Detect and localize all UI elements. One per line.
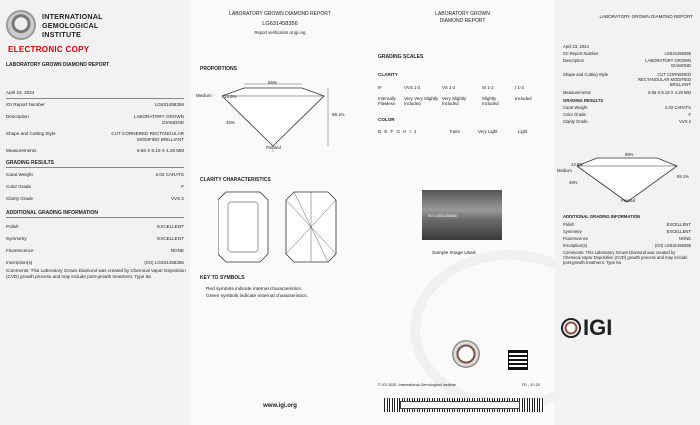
rc-header-line1: LABORATORY GROWN xyxy=(435,11,490,17)
left-report-panel xyxy=(0,0,190,425)
website-url[interactable]: www.igi.org xyxy=(263,403,297,409)
clarity-grade: IF xyxy=(378,85,382,90)
rp-crown-percent: 13.5% xyxy=(571,162,583,167)
center-report-panel xyxy=(190,0,370,425)
key-red-text: Red symbols indicate internal characteristics. xyxy=(206,287,302,292)
rp-additional-key: Fluorescence xyxy=(563,236,589,241)
rp-grading-value: F xyxy=(688,112,691,117)
additional-info-title: ADDITIONAL GRADING INFORMATION xyxy=(6,210,99,216)
rp-table-percent: 65% xyxy=(625,152,634,157)
sample-inscription-image xyxy=(422,190,502,240)
rc-header-line2: DIAMOND REPORT xyxy=(439,18,486,24)
field-value: 8.56 X 6.19 X 4.28 MM xyxy=(137,148,184,153)
field-key: Description xyxy=(6,114,29,119)
rp-additional-value: EXCELLENT xyxy=(666,222,691,227)
divider xyxy=(6,217,184,218)
clarity-grade: SI 1-2 xyxy=(482,85,494,90)
rp-grading-value: VVS 2 xyxy=(679,119,691,124)
field-value: LABORATORY GROWN xyxy=(133,114,184,119)
field-value: DIAMOND xyxy=(162,120,184,125)
rp-grading-key: Color Grade xyxy=(563,112,586,117)
sample-inscription-text: IGI LG631458356 xyxy=(428,214,457,218)
report-title: LABORATORY GROWN DIAMOND REPORT xyxy=(6,62,110,68)
igi-logo-text: IGI xyxy=(583,315,613,340)
rp-grading-value: 2.02 CARATS xyxy=(665,105,691,110)
culet-label: Pointed xyxy=(266,145,281,150)
field-key: Polish xyxy=(6,224,19,229)
qr-code-icon[interactable] xyxy=(508,350,528,370)
clarity-desc: Very Slightly Included xyxy=(442,96,467,106)
rp-girdle-medium: Medium xyxy=(557,168,572,173)
crown-percent: 13.5% xyxy=(224,94,237,99)
rp-additional-key: Polish xyxy=(563,222,575,227)
color-faint: Faint xyxy=(450,129,460,134)
grading-scales-panel xyxy=(370,0,555,425)
color-very-light: Very Light xyxy=(478,129,498,134)
grading-scales-title: GRADING SCALES xyxy=(378,54,424,60)
institute-name xyxy=(42,12,103,39)
rp-additional-key: Symmetry xyxy=(563,229,582,234)
rp-field-key: IGI Report Number xyxy=(563,51,599,56)
clarity-desc: Internally Flawless xyxy=(378,96,396,106)
divider xyxy=(6,167,184,168)
key-green-text: Green symbols indicate external characteristics. xyxy=(206,294,308,299)
field-value: EXCELLENT xyxy=(157,236,184,241)
rp-depth-percent: 69.1% xyxy=(677,174,689,179)
girdle-medium: Medium xyxy=(196,93,212,98)
rp-additional-value: (IGI) LG631458356 xyxy=(654,243,691,248)
rp-pavilion-percent: 45% xyxy=(569,180,578,185)
field-value: 2.02 CARATS xyxy=(155,172,184,177)
field-value: VVS 2 xyxy=(170,196,184,201)
field-key: Symmetry xyxy=(6,236,27,241)
color-scale-title: COLOR xyxy=(378,117,395,122)
form-code: FD - 10.20 xyxy=(522,383,540,387)
verification-text: Report verification at igi.org xyxy=(254,30,306,35)
rp-grading-key: Clarity Grade xyxy=(563,119,588,124)
rp-culet-label: Pointed xyxy=(621,198,636,203)
rp-field-value: 8.56 X 6.19 X 4.28 MM xyxy=(648,90,691,95)
rp-comments: Comments: This Laboratory Grown Diamond was created by Chemical Vapor Deposition (CVD) growth process and may include post-growth treatment. Type IIa xyxy=(563,250,688,266)
institute-line: INTERNATIONAL xyxy=(42,12,103,21)
institute-line: INSTITUTE xyxy=(42,30,81,39)
rp-field-key: Measurements xyxy=(563,90,591,95)
clarity-scale-title: CLARITY xyxy=(378,72,398,77)
field-key: Color Grade xyxy=(6,184,32,189)
clarity-grade: VVS 1-2 xyxy=(404,85,421,90)
igi-seal-icon xyxy=(452,340,480,368)
clarity-characteristics-title: CLARITY CHARACTERISTICS xyxy=(200,177,271,183)
field-key: Shape and Cutting Style xyxy=(6,131,56,136)
rp-header: LABORATORY GROWN DIAMOND REPORT xyxy=(599,14,693,19)
field-key: Carat Weight xyxy=(6,172,33,177)
date-text: April 23, 2024 xyxy=(6,90,35,95)
field-value: EXCELLENT xyxy=(157,224,184,229)
grading-results-title: GRADING RESULTS xyxy=(6,160,54,166)
clarity-desc: Included xyxy=(515,96,532,101)
field-key: Measurements xyxy=(6,148,37,153)
right-report-panel xyxy=(555,0,700,425)
rp-additional-title: ADDITIONAL GRADING INFORMATION xyxy=(563,214,641,219)
igi-logo-icon xyxy=(561,318,581,338)
divider xyxy=(6,98,184,99)
pavilion-percent: 45% xyxy=(226,120,235,125)
field-value: (IGI) LG631458356 xyxy=(144,260,184,265)
clarity-grade: I 1-3 xyxy=(515,85,524,90)
center-report-number: LG631458356 xyxy=(262,21,298,27)
electronic-copy-label: ELECTRONIC COPY xyxy=(8,45,90,54)
clarity-desc: Very Very Slightly Included xyxy=(404,96,439,106)
field-key: Inscription(s) xyxy=(6,260,33,265)
field-value: CUT CORNERED RECTANGULAR xyxy=(111,131,184,136)
table-percent: 65% xyxy=(268,80,277,85)
clarity-plot-diagram xyxy=(218,190,348,265)
rp-grading-key: Carat Weight xyxy=(563,105,588,110)
depth-percent: 69.1% xyxy=(332,112,345,117)
center-header: LABORATORY GROWN DIAMOND REPORT xyxy=(229,11,331,17)
color-letters: D E F G H I J xyxy=(378,129,418,134)
comments-text: Comments: This Laboratory Grown Diamond was created by Chemical Vapor Deposition (CVD) growth process and may include post-growth treatment. Type IIa xyxy=(6,268,186,279)
field-key: Clarity Grade xyxy=(6,196,34,201)
field-value: NONE xyxy=(170,248,184,253)
rp-additional-value: NONE xyxy=(678,236,691,241)
rp-field-value: LG631458356 xyxy=(664,51,691,56)
field-key: IGI Report Number xyxy=(6,102,45,107)
rp-field-value: LABORATORY GROWN DIAMOND xyxy=(645,58,691,69)
field-value: LG631458356 xyxy=(154,102,184,107)
rp-field-value: CUT CORNERED RECTANGULAR MODIFIED BRILLIANT xyxy=(638,72,691,88)
field-value: MODIFIED BRILLIANT xyxy=(137,137,184,142)
copyright-text: © IGI 2020, International Gemological Institute xyxy=(378,383,456,387)
rp-field-key: Description xyxy=(563,58,584,63)
proportions-title: PROPORTIONS xyxy=(200,66,237,72)
rp-grading-title: GRADING RESULTS xyxy=(563,98,604,103)
institute-line: GEMOLOGICAL xyxy=(42,21,99,30)
rp-field-key: Shape and Cutting Style xyxy=(563,72,609,77)
clarity-desc: Slightly Included xyxy=(482,96,499,106)
clarity-grade: VS 1-2 xyxy=(442,85,456,90)
rp-additional-value: EXCELLENT xyxy=(666,229,691,234)
field-value: F xyxy=(181,184,184,189)
sample-caption: Sample Image Used xyxy=(432,251,476,256)
field-key: Fluorescence xyxy=(6,248,34,253)
barcode-label-box xyxy=(400,401,520,409)
color-light: Light xyxy=(518,129,528,134)
key-to-symbols-title: KEY TO SYMBOLS xyxy=(200,275,245,281)
rp-additional-key: Inscription(s) xyxy=(563,243,587,248)
igi-seal-logo-icon xyxy=(6,10,36,40)
rp-date: April 23, 2024 xyxy=(563,44,589,49)
